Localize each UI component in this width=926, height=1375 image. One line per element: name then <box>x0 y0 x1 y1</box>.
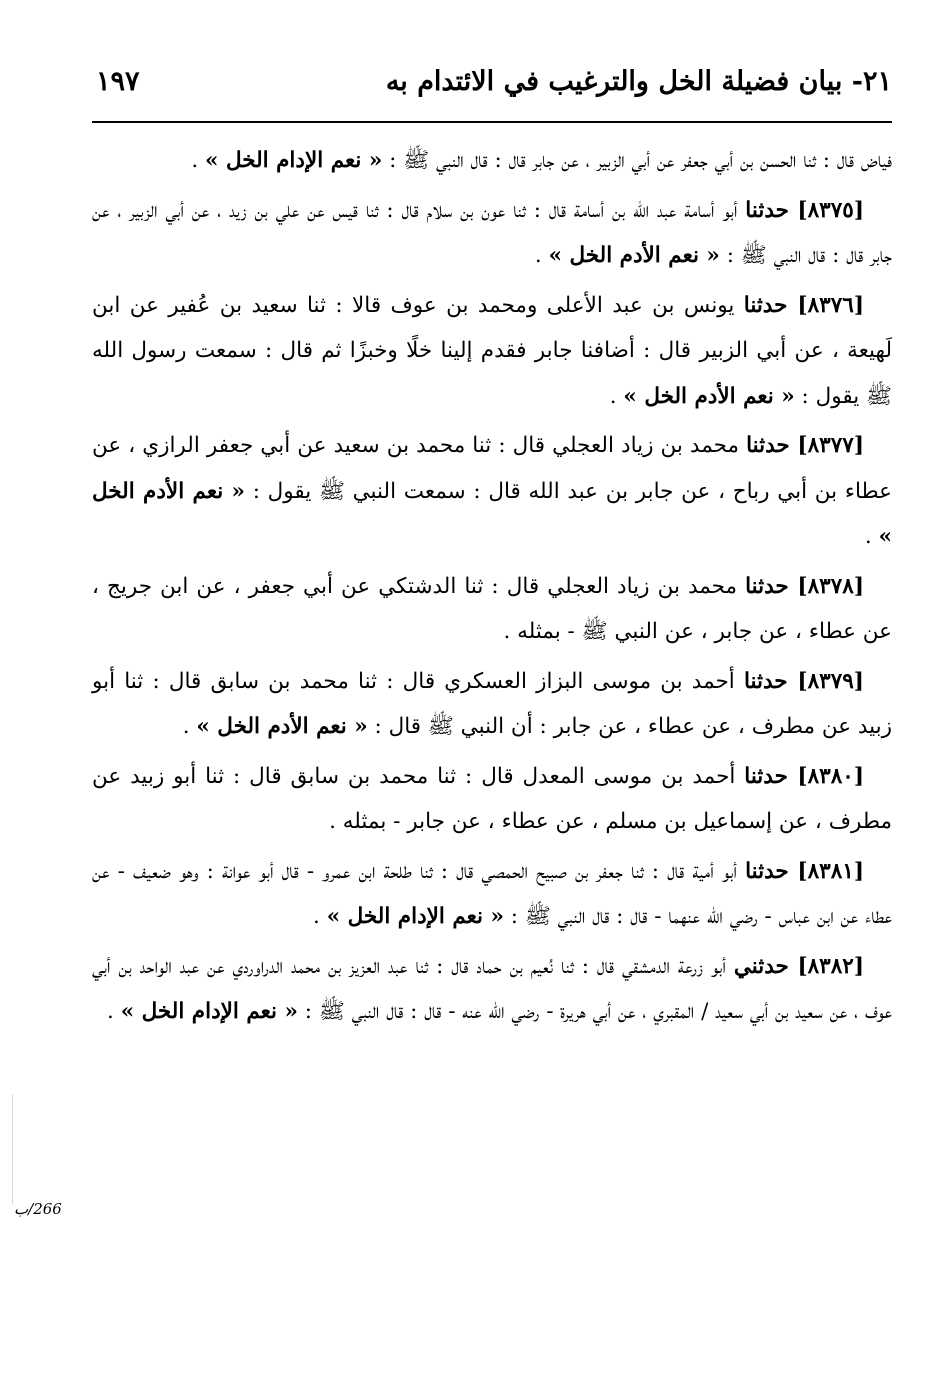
isnad-text: أحمد بن موسى البزاز العسكري قال : ثنا محمد بن سابق قال : ثنا أبو زبيد عن مطرف ، عن عطاء ، عن جابر : أن النبي ﷺ قال : <box>92 668 892 739</box>
paragraph-end: . <box>107 999 121 1024</box>
margin-line <box>12 1094 13 1204</box>
hadith-paragraph <box>92 564 892 655</box>
narration-word: حدثنا <box>745 197 798 223</box>
narration-word: حدثنا <box>743 292 798 318</box>
narration-word: حدثنا <box>745 573 798 599</box>
isnad-text: يونس بن عبد الأعلى ومحمد بن عوف قالا : ثنا سعيد بن عُفير عن ابن لَهيعة ، عن أبي الزبير قال : أضافنا جابر فقدم إلينا خلًا وخبزًا ثم قال : سمعت رسول الله ﷺ يقول : <box>92 292 892 409</box>
hadith-number: [٨٣٧٥] <box>797 197 864 223</box>
hadith-paragraph <box>92 944 892 1035</box>
hadith-paragraph <box>92 849 892 940</box>
hadith-paragraph <box>92 283 892 420</box>
hadith-number: [٨٣٧٦] <box>797 292 864 318</box>
hadith-paragraph <box>92 188 892 279</box>
hadith-list <box>92 138 892 1039</box>
hadith-number: [٨٣٨٠] <box>797 763 864 789</box>
hadith-number: [٨٣٨١] <box>797 858 864 884</box>
hadith-quote: « نعم الإدام الخل » <box>326 904 504 929</box>
isnad-text: فياض قال : ثنا الحسن بن أبي جعفر عن أبي الزبير ، عن جابر قال : قال النبي ﷺ : <box>382 148 892 173</box>
paragraph-end: . <box>191 148 206 173</box>
hadith-quote: « نعم الأدم الخل » <box>92 478 892 549</box>
paragraph-end: . <box>313 904 327 929</box>
running-title: ٢١- بيان فضيلة الخل والترغيب في الائتدام به <box>385 66 892 97</box>
hadith-number: [٨٣٧٨] <box>797 573 864 599</box>
narration-word: حدثنا <box>744 763 798 789</box>
paragraph-end: . <box>864 524 879 549</box>
manuscript-folio-note: 266/ب <box>14 1200 62 1218</box>
paragraph-end: . <box>609 383 624 409</box>
hadith-paragraph <box>92 659 892 750</box>
isnad-text: أبو أمية قال : ثنا جعفر بن صبيح الحمصي قال : ثنا طلحة ابن عمرو - قال أبو عوانة : وهو ضعيف - عن عطاء عن ابن عباس - رضي الله عنهما - قال : قال النبي ﷺ : <box>92 858 892 929</box>
narration-word: حدثني <box>733 953 798 979</box>
hadith-quote: « نعم الإدام الخل » <box>120 999 298 1024</box>
paragraph-end: . <box>182 714 197 739</box>
isnad-text: أحمد بن موسى المعدل قال : ثنا محمد بن سابق قال : ثنا أبو زبيد عن مطرف ، عن إسماعيل بن مسلم ، عن عطاء ، عن جابر - بمثله . <box>92 763 892 834</box>
narration-word: حدثنا <box>743 668 798 694</box>
isnad-text: أبو زرعة الدمشقي قال : ثنا نُعيم بن حماد قال : ثنا عبد العزيز بن محمد الدراوردي عن عبد الواحد بن أبي عوف ، عن سعيد بن أبي سعيد / المقبري ، عن أبي هريرة - رضي الله عنه - قال : قال النبي ﷺ : <box>92 953 892 1024</box>
isnad-text: أبو أسامة عبد الله بن أسامة قال : ثنا عون بن سلام قال : ثنا قيس عن علي بن زيد ، عن أبي الزبير ، عن جابر قال : قال النبي ﷺ : <box>92 197 892 268</box>
isnad-text: محمد بن زياد العجلي قال : ثنا محمد بن سعيد عن أبي جعفر الرازي ، عن عطاء بن أبي رباح ، عن جابر بن عبد الله قال : سمعت النبي ﷺ يقول : <box>92 433 892 504</box>
narration-word: حدثنا <box>746 433 798 458</box>
hadith-quote: « نعم الأدم الخل » <box>623 383 795 409</box>
hadith-quote: « نعم الأدم الخل » <box>548 243 720 268</box>
hadith-number: [٨٣٧٧] <box>797 433 864 458</box>
header-rule <box>92 121 892 123</box>
hadith-paragraph <box>92 754 892 845</box>
page-number: ١٩٧ <box>96 66 140 97</box>
page-header <box>92 62 892 112</box>
hadith-quote: « نعم الإدام الخل » <box>205 148 383 173</box>
hadith-number: [٨٣٨٢] <box>797 953 865 979</box>
isnad-text: محمد بن زياد العجلي قال : ثنا الدشتكي عن أبي جعفر ، عن ابن جريج ، عن عطاء ، عن جابر ، عن النبي ﷺ - بمثله . <box>92 573 892 644</box>
narration-word: حدثنا <box>745 858 798 884</box>
hadith-number: [٨٣٧٩] <box>797 668 864 694</box>
hadith-quote: « نعم الأدم الخل » <box>196 714 368 739</box>
paragraph-end: . <box>534 243 549 268</box>
hadith-paragraph <box>92 423 892 560</box>
hadith-paragraph <box>92 138 892 184</box>
